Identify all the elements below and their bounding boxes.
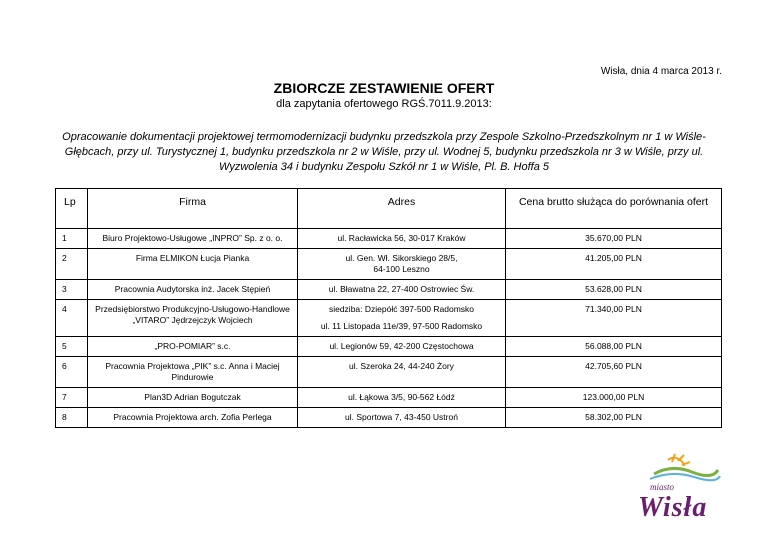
cell-address (298, 300, 506, 337)
address-line-1: ul. Legionów 59, 42-200 Częstochowa (329, 341, 474, 351)
cell-price: 41.205,00 PLN (506, 249, 722, 280)
address-line-1: siedziba: Dziepółć 397-500 Radomsko (328, 304, 475, 314)
cell-address (298, 388, 506, 408)
cell-lp: 1 (56, 229, 88, 249)
offers-table (55, 188, 722, 428)
column-header-lp: Lp (56, 189, 88, 229)
table-row (56, 408, 722, 428)
cell-lp: 7 (56, 388, 88, 408)
cell-price: 56.088,00 PLN (506, 337, 722, 357)
table-row (56, 337, 722, 357)
cell-address (298, 249, 506, 280)
cell-address (298, 337, 506, 357)
cell-lp: 2 (56, 249, 88, 280)
table-row (56, 300, 722, 337)
address-line-1: ul. Łąkowa 3/5, 90-562 Łódź (348, 392, 455, 402)
document-subtitle: dla zapytania ofertowego RGŚ.7011.9.2013: (276, 98, 492, 110)
column-header-firm: Firma (88, 189, 298, 229)
cell-address (298, 280, 506, 300)
address-line-2: 64-100 Leszno (373, 264, 430, 274)
cell-address (298, 408, 506, 428)
cell-firm: Pracownia Audytorska inż. Jacek Stępień (88, 280, 298, 300)
cell-firm: Przedsiębiorstwo Produkcyjno-Usługowo-Handlowe „VITARO” Jędrzejczyk Wojciech (88, 300, 298, 337)
cell-price: 42.705,60 PLN (506, 357, 722, 388)
column-header-price: Cena brutto służąca do porównania ofert (506, 189, 722, 229)
cell-lp: 5 (56, 337, 88, 357)
cell-lp: 8 (56, 408, 88, 428)
logo-small-text: miasto (650, 482, 675, 492)
logo-graphic-icon (632, 452, 722, 492)
address-line-1: ul. Bławatna 22, 27-400 Ostrowiec Św. (328, 284, 475, 294)
table-row (56, 357, 722, 388)
cell-lp: 4 (56, 300, 88, 337)
logo-big-text: Wisła (638, 492, 708, 523)
table-header-row (56, 189, 722, 229)
column-header-address: Adres (298, 189, 506, 229)
cell-firm: Firma ELMIKON Łucja Pianka (88, 249, 298, 280)
cell-price: 123.000,00 PLN (506, 388, 722, 408)
cell-firm: Pracownia Projektowa arch. Zofia Perlega (88, 408, 298, 428)
address-line-2: ul. 11 Listopada 11e/39, 97-500 Radomsko (320, 321, 483, 331)
cell-address (298, 229, 506, 249)
cell-address (298, 357, 506, 388)
cell-price: 35.670,00 PLN (506, 229, 722, 249)
cell-lp: 6 (56, 357, 88, 388)
address-line-1: ul. Gen. Wł. Sikorskiego 28/5, (345, 253, 458, 263)
order-description: Opracowanie dokumentacji projektowej termomodernizacji budynku przedszkola przy Zespole Szkolno-Przedszkolnym nr 1 w Wiśle-Głębcach, przy ul. Turystycznej 1, budynku przedszkola nr 2 w Wiśle, przy ul. Wodnej 5, budynku przedszkola nr 3 w Wiśle, przy ul. Wyzwolenia 34 i budynku Zespołu Szkół nr 1 w Wiśle, Pl. B. Hoffa 5 (62, 131, 706, 173)
cell-price: 71.340,00 PLN (506, 300, 722, 337)
cell-lp: 3 (56, 280, 88, 300)
cell-firm: Pracownia Projektowa „PIK” s.c. Anna i Maciej Pindurowie (88, 357, 298, 388)
table-row (56, 249, 722, 280)
address-line-1: ul. Racławicka 56, 30-017 Kraków (337, 233, 466, 243)
cell-price: 58.302,00 PLN (506, 408, 722, 428)
address-line-1: ul. Sportowa 7, 43-450 Ustroń (345, 412, 458, 422)
address-line-1: ul. Szeroka 24, 44-240 Żory (349, 361, 454, 371)
cell-firm: Biuro Projektowo-Usługowe „INPRO” Sp. z o. o. (88, 229, 298, 249)
table-row (56, 229, 722, 249)
cell-price: 53.628,00 PLN (506, 280, 722, 300)
table-row (56, 388, 722, 408)
table-row (56, 280, 722, 300)
document-title: ZBIORCZE ZESTAWIENIE OFERT (273, 80, 495, 96)
date-line: Wisła, dnia 4 marca 2013 r. (600, 66, 722, 77)
cell-firm: „PRO-POMIAR” s.c. (88, 337, 298, 357)
cell-firm: Plan3D Adrian Bogutczak (88, 388, 298, 408)
